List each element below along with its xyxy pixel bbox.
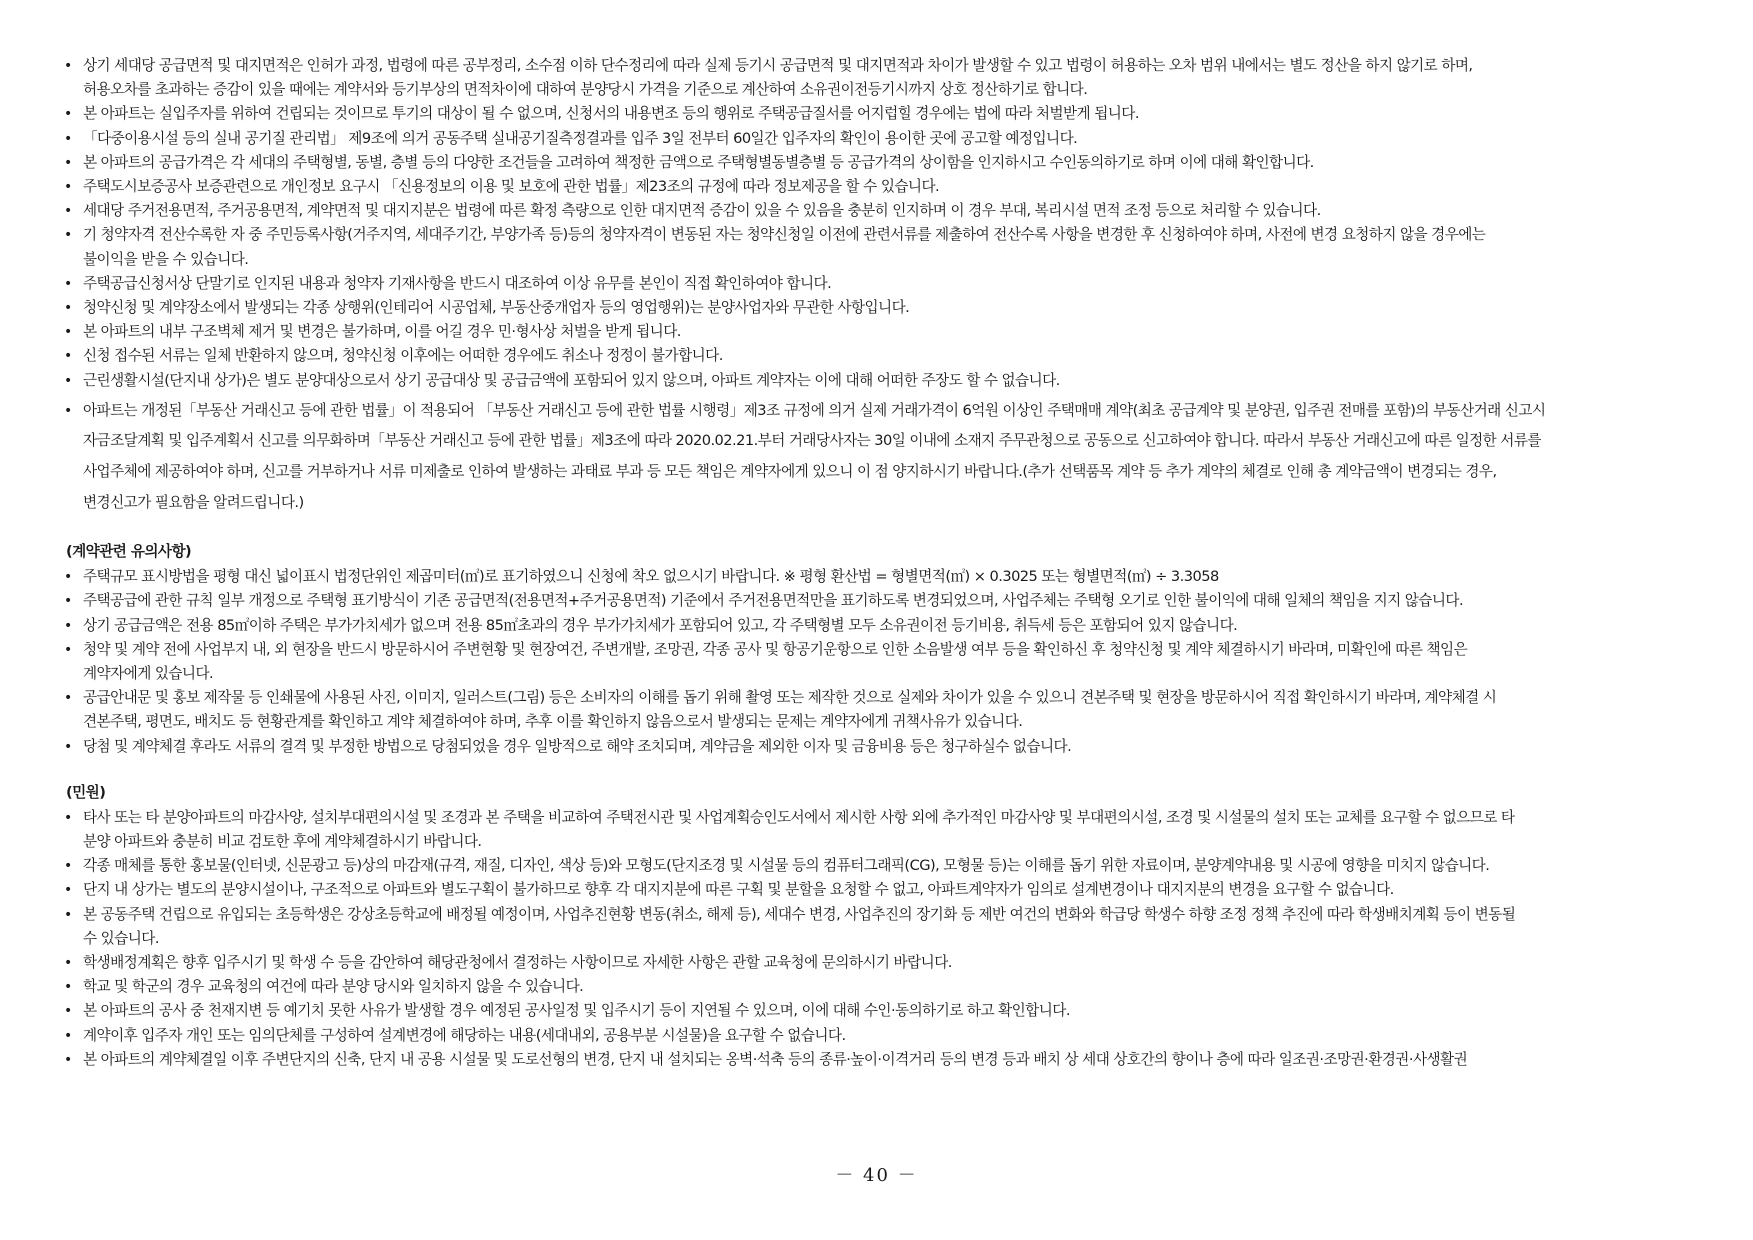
list-item: • 청약신청 및 계약장소에서 발생되는 각종 상행위(인테리어 시공업체, 부동산중개업자 등의 영업행위)는 분양사업자와 무관한 사항입니다. [62,296,1702,320]
complaint-list [62,806,1702,1072]
list-item: • 상기 세대당 공급면적 및 대지면적은 인허가 과정, 법령에 따른 공부정리, 소수점 이하 단수정리에 따라 실제 등기시 공급면적 및 대지면적과 차이가 발생할 수 있고 법령이 허용하는 오차 범위 내에서는 별도 정산을 하지 않기로 하며, 허용오차를 초과하는 증감이 있을 때에는 계약서와 등기부상의 면적차이에 대하여 분양당시 가격을 기준으로 계산하여 소유권이전등기시까지 상호 정산하기로 합니다. [62,54,1702,102]
list-item: • 각종 매체를 통한 홍보물(인터넷, 신문광고 등)상의 마감재(규격, 재질, 디자인, 색상 등)와 모형도(단지조경 및 시설물 등의 컴퓨터그래픽(CG), 모형물 등)는 이해를 돕기 위한 자료이며, 분양계약내용 및 시공에 영향을 미치지 않습니다. [62,854,1702,878]
list-item: • 본 공동주택 건립으로 유입되는 초등학생은 강상초등학교에 배정될 예정이며, 사업추진현황 변동(취소, 해제 등), 세대수 변경, 사업추진의 장기화 등 제반 여건의 변화와 학급당 학생수 하향 조정 정책 추진에 따라 학생배치계획 등이 변동될 수 있습니다. [62,903,1702,951]
list-item: • 본 아파트의 공급가격은 각 세대의 주택형별, 동별, 층별 등의 다양한 조건들을 고려하여 책정한 금액으로 주택형별동별층별 등 공급가격의 상이함을 인지하시고 수인동의하기로 하며 이에 대해 확인합니다. [62,151,1702,175]
list-item: • 본 아파트는 실입주자를 위하여 건립되는 것이므로 투기의 대상이 될 수 없으며, 신청서의 내용변조 등의 행위로 주택공급질서를 어지럽힐 경우에는 법에 따라 처벌받게 됩니다. [62,102,1702,126]
list-item: • 근린생활시설(단지내 상가)은 별도 분양대상으로서 상기 공급대상 및 공급금액에 포함되어 있지 않으며, 아파트 계약자는 이에 대해 어떠한 주장도 할 수 없습니다. [62,369,1702,393]
list-item: • 주택규모 표시방법을 평형 대신 넓이표시 법정단위인 제곱미터(㎡)로 표기하였으니 신청에 착오 없으시기 바랍니다. ※ 평형 환산법 = 형별면적(㎡) × 0.3025 또는 형별면적(㎡) ÷ 3.3058 [62,565,1702,589]
list-item: • 청약 및 계약 전에 사업부지 내, 외 현장을 반드시 방문하시어 주변현황 및 현장여건, 주변개발, 조망권, 각종 공사 및 항공기운항으로 인한 소음발생 여부 등을 확인하신 후 청약신청 및 계약 체결하시기 바라며, 미확인에 따른 책임은 계약자에게 있습니다. [62,638,1702,686]
list-item: • 본 아파트의 계약체결일 이후 주변단지의 신축, 단지 내 공용 시설물 및 도로선형의 변경, 단지 내 설치되는 옹벽·석축 등의 종류·높이·이격거리 등의 변경 등과 배치 상 세대 상호간의 향이나 층에 따라 일조권·조망권·환경권·사생활권 [62,1048,1702,1072]
list-item: • 상기 공급금액은 전용 85㎡이하 주택은 부가가치세가 없으며 전용 85㎡초과의 경우 부가가치세가 포함되어 있고, 각 주택형별 모두 소유권이전 등기비용, 취득세 등은 포함되어 있지 않습니다. [62,614,1702,638]
contract-notice-list [62,565,1702,759]
list-item: • 공급안내문 및 홍보 제작물 등 인쇄물에 사용된 사진, 이미지, 일러스트(그림) 등은 소비자의 이해를 돕기 위해 촬영 또는 제작한 것으로 실제와 차이가 있을 수 있으니 견본주택 및 현장을 방문하시어 직접 확인하시기 바라며, 계약체결 시 견본주택, 평면도, 배치도 등 현황관계를 확인하고 계약 체결하여야 하며, 추후 이를 확인하지 않음으로서 발생되는 문제는 계약자에게 귀책사유가 있습니다. [62,686,1702,734]
list-item: • 계약이후 입주자 개인 또는 임의단체를 구성하여 설계변경에 해당하는 내용(세대내외, 공용부분 시설물)을 요구할 수 없습니다. [62,1024,1702,1048]
list-item: • 주택공급에 관한 규칙 일부 개정으로 주택형 표기방식이 기존 공급면적(전용면적+주거공용면적) 기준에서 주거전용면적만을 표기하도록 변경되었으며, 사업주체는 주택형 오기로 인한 불이익에 대해 일체의 책임을 지지 않습니다. [62,589,1702,613]
contract-notice-heading: (계약관련 유의사항) [66,543,192,561]
list-item: • 당첨 및 계약체결 후라도 서류의 결격 및 부정한 방법으로 당첨되었을 경우 일방적으로 해약 조치되며, 계약금을 제외한 이자 및 금융비용 등은 청구하실수 없습니다. [62,735,1702,759]
list-item: • 「다중이용시설 등의 실내 공기질 관리법」 제9조에 의거 공동주택 실내공기질측정결과를 입주 3일 전부터 60일간 입주자의 확인이 용이한 곳에 공고할 예정입니다. [62,127,1702,151]
list-item: • 주택도시보증공사 보증관련으로 개인정보 요구시 「신용정보의 이용 및 보호에 관한 법률」제23조의 규정에 따라 정보제공을 할 수 있습니다. [62,175,1702,199]
list-item: • 신청 접수된 서류는 일체 반환하지 않으며, 청약신청 이후에는 어떠한 경우에도 취소나 정정이 불가합니다. [62,344,1702,368]
complaint-heading: (민원) [66,783,106,801]
page-number: － 40 － [835,1165,918,1186]
general-notice-list [62,54,1702,518]
list-item: • 학생배정계획은 향후 입주시기 및 학생 수 등을 감안하여 해당관청에서 결정하는 사항이므로 자세한 사항은 관할 교육청에 문의하시기 바랍니다. [62,951,1702,975]
real-estate-report-item: • 아파트는 개정된「부동산 거래신고 등에 관한 법률」이 적용되어 「부동산 거래신고 등에 관한 법률 시행령」제3조 규정에 의거 실제 거래가격이 6억원 이상인 주택매매 계약(최초 공급계약 및 분양권, 입주권 전매를 포함)의 부동산거래 신고시 자금조달계획 및 입주계획서 신고를 의무화하며「부동산 거래신고 등에 관한 법률」제3조에 따라 2020.02.21.부터 거래당사자는 30일 이내에 소재지 주무관청으로 공동으로 신고하여야 합니다. 따라서 부동산 거래신고에 따른 일정한 서류를 사업주체에 제공하여야 하며, 신고를 거부하거나 서류 미제출로 인하여 발생하는 과태료 부과 등 모든 책임은 계약자에게 있으니 이 점 양지하시기 바랍니다.(추가 선택품목 계약 등 추가 계약의 체결로 인해 총 계약금액이 변경되는 경우, 변경신고가 필요함을 알려드립니다.) [62,396,1702,518]
list-item: • 기 청약자격 전산수록한 자 중 주민등록사항(거주지역, 세대주기간, 부양가족 등)등의 청약자격이 변동된 자는 청약신청일 이전에 관련서류를 제출하여 전산수록 사항을 변경한 후 신청하여야 하며, 사전에 변경 요청하지 않을 경우에는 불이익을 받을 수 있습니다. [62,223,1702,271]
list-item: • 타사 또는 타 분양아파트의 마감사양, 설치부대편의시설 및 조경과 본 주택을 비교하여 주택전시관 및 사업계획승인도서에서 제시한 사항 외에 추가적인 마감사양 및 부대편의시설, 조경 및 시설물의 설치 또는 교체를 요구할 수 없으므로 타 분양 아파트와 충분히 비교 검토한 후에 계약체결하시기 바랍니다. [62,806,1702,854]
list-item: • 세대당 주거전용면적, 주거공용면적, 계약면적 및 대지지분은 법령에 따른 확정 측량으로 인한 대지면적 증감이 있을 수 있음을 충분히 인지하며 이 경우 부대, 복리시설 면적 조정 등으로 처리할 수 있습니다. [62,199,1702,223]
list-item: • 학교 및 학군의 경우 교육청의 여건에 따라 분양 당시와 일치하지 않을 수 있습니다. [62,975,1702,999]
list-item: • 본 아파트의 공사 중 천재지변 등 예기치 못한 사유가 발생할 경우 예정된 공사일정 및 입주시기 등이 지연될 수 있으며, 이에 대해 수인·동의하기로 하고 확인합니다. [62,999,1702,1023]
list-item: • 주택공급신청서상 단말기로 인지된 내용과 청약자 기재사항을 반드시 대조하여 이상 유무를 본인이 직접 확인하여야 합니다. [62,272,1702,296]
notice-content [62,54,1702,1072]
list-item: • 단지 내 상가는 별도의 분양시설이나, 구조적으로 아파트와 별도구획이 불가하므로 향후 각 대지지분에 따른 구획 및 분할을 요청할 수 없고, 아파트계약자가 임의로 설계변경이나 대지지분의 변경을 요구할 수 없습니다. [62,878,1702,902]
list-item: • 본 아파트의 내부 구조벽체 제거 및 변경은 불가하며, 이를 어길 경우 민·형사상 처벌을 받게 됩니다. [62,320,1702,344]
